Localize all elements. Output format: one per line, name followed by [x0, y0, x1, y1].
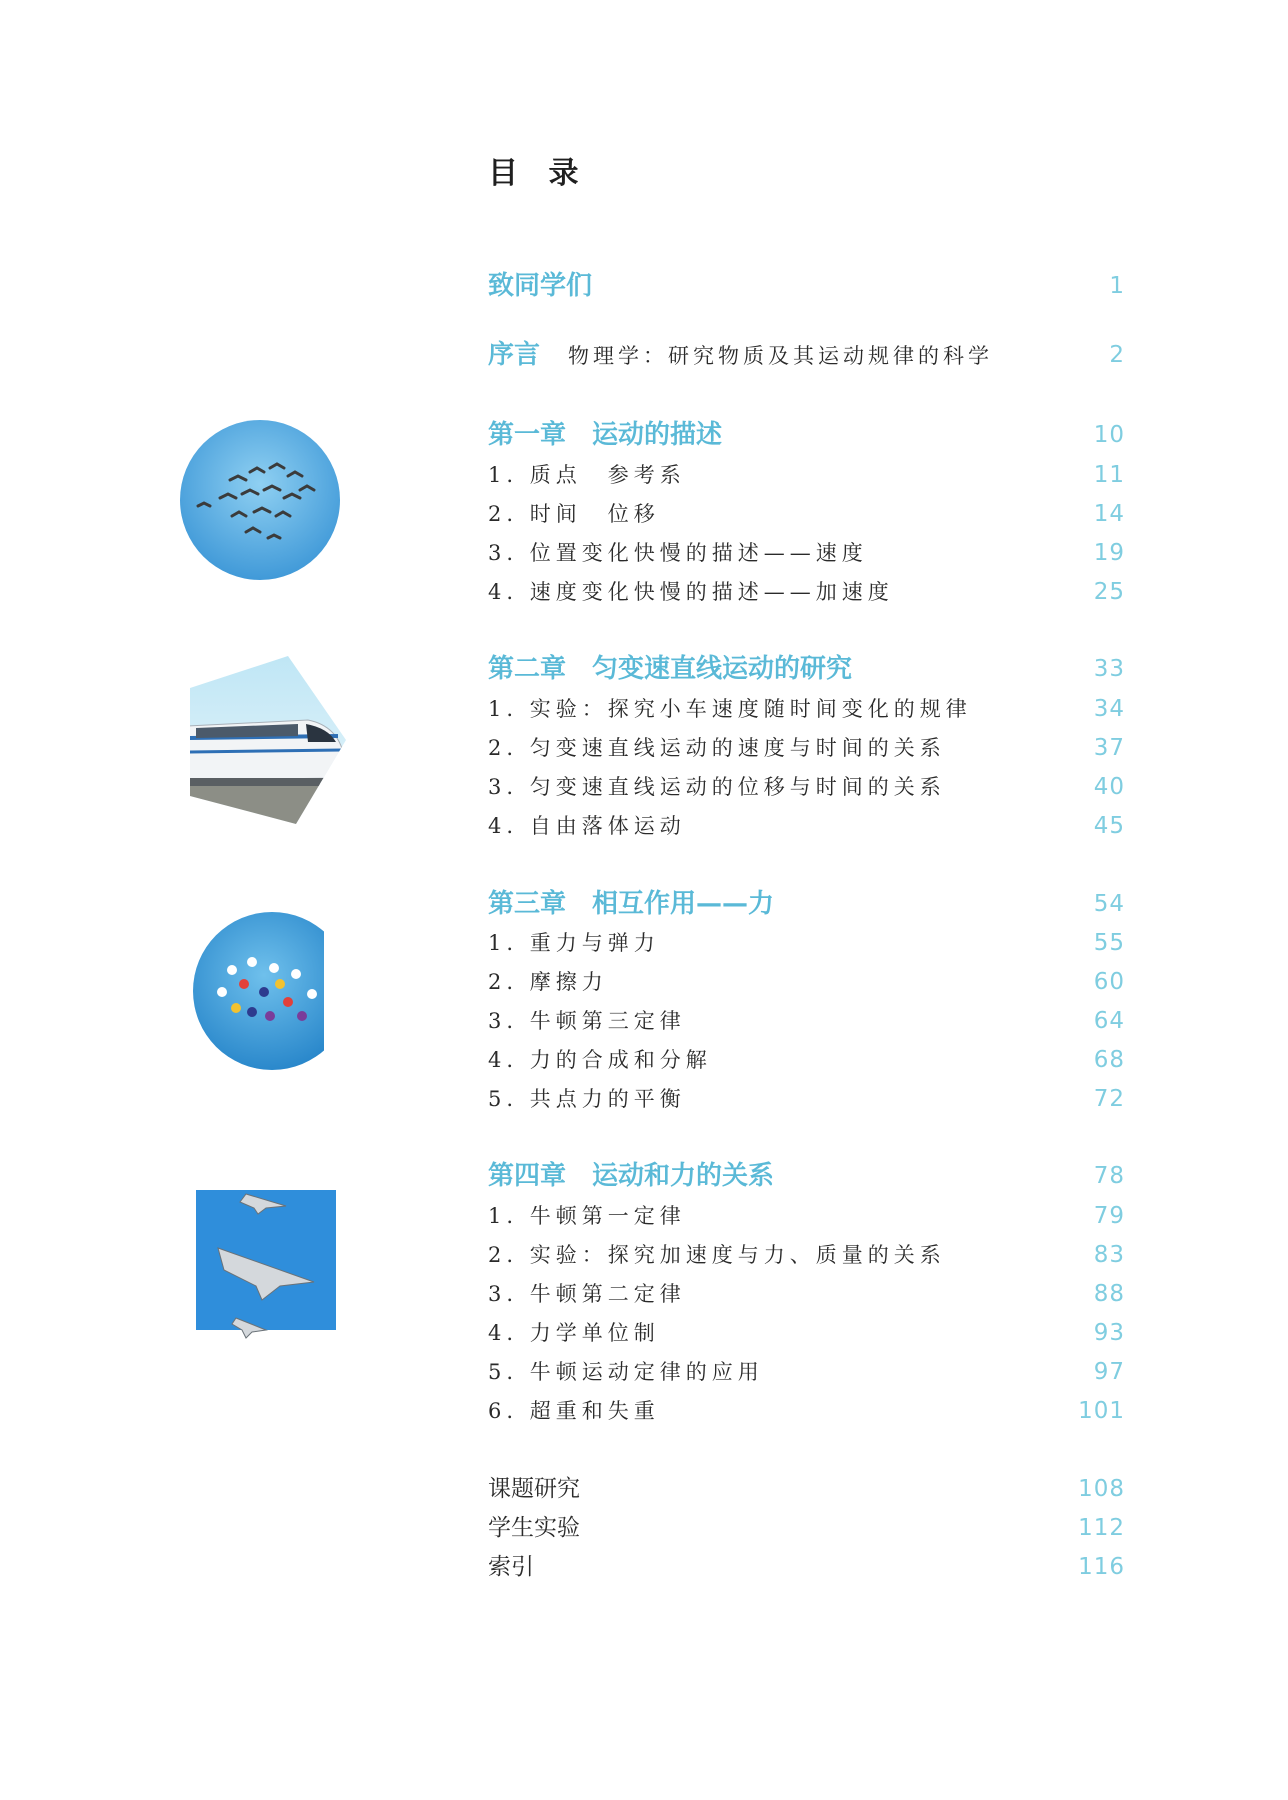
toc-item[interactable] [488, 1196, 1125, 1236]
chapter-title: 第一章 运动的描述 [488, 420, 723, 450]
toc-entry-experiments[interactable] [488, 1508, 1125, 1548]
page-number: 33 [1093, 656, 1125, 682]
toc-chapter-4[interactable] [488, 1156, 1125, 1196]
birds-flying-image [180, 420, 340, 580]
page-number: 19 [1093, 540, 1125, 566]
entry-label: 4. 力的合成和分解 [488, 1048, 712, 1072]
page-number: 54 [1093, 891, 1125, 917]
page-number: 37 [1093, 735, 1125, 761]
page-number: 72 [1093, 1086, 1125, 1112]
entry-label: 4. 自由落体运动 [488, 814, 686, 838]
fighter-jets-image [196, 1190, 338, 1340]
entry-label: 2. 摩擦力 [488, 970, 608, 994]
toc-entry-research[interactable] [488, 1469, 1125, 1509]
toc-item[interactable] [488, 455, 1125, 495]
toc-item[interactable] [488, 767, 1125, 807]
entry-label: 2. 时间 位移 [488, 502, 660, 526]
chapter-title: 第二章 匀变速直线运动的研究 [488, 654, 853, 684]
page-number: 14 [1093, 501, 1125, 527]
toc-item[interactable] [488, 1352, 1125, 1392]
entry-label: 2. 实验：探究加速度与力、质量的关系 [488, 1243, 946, 1267]
entry-label [488, 335, 993, 376]
entry-label: 5. 共点力的平衡 [488, 1087, 686, 1111]
chapter-title: 第四章 运动和力的关系 [488, 1161, 775, 1191]
toc-entry-index[interactable] [488, 1547, 1125, 1587]
page-number: 101 [1078, 1398, 1125, 1424]
page-number: 112 [1078, 1515, 1125, 1541]
page-number: 2 [1109, 342, 1125, 368]
page-number: 88 [1093, 1281, 1125, 1307]
toc-item[interactable] [488, 923, 1125, 963]
page-number: 11 [1093, 462, 1125, 488]
page-number: 55 [1093, 930, 1125, 956]
toc-item[interactable] [488, 1040, 1125, 1080]
toc-item[interactable] [488, 1391, 1125, 1431]
toc-item[interactable] [488, 1274, 1125, 1314]
page-number: 68 [1093, 1047, 1125, 1073]
toc-entry-foreword[interactable] [488, 266, 1125, 306]
page-number: 34 [1093, 696, 1125, 722]
page-number: 93 [1093, 1320, 1125, 1346]
entry-label: 3. 位置变化快慢的描述——速度 [488, 541, 868, 565]
page-number: 83 [1093, 1242, 1125, 1268]
entry-label: 1. 实验：探究小车速度随时间变化的规律 [488, 697, 972, 721]
page-number: 79 [1093, 1203, 1125, 1229]
page-title: 目 录 [488, 156, 589, 191]
toc-item[interactable] [488, 962, 1125, 1002]
toc-chapter-3[interactable] [488, 884, 1125, 924]
entry-label: 6. 超重和失重 [488, 1399, 660, 1423]
toc-item[interactable] [488, 494, 1125, 534]
page-number: 40 [1093, 774, 1125, 800]
chapter-title: 第三章 相互作用——力 [488, 889, 775, 919]
entry-label: 3. 匀变速直线运动的位移与时间的关系 [488, 775, 946, 799]
page-number: 1 [1109, 273, 1125, 299]
page-number: 10 [1093, 422, 1125, 448]
page-number: 64 [1093, 1008, 1125, 1034]
skydivers-image [192, 912, 330, 1070]
toc-item[interactable] [488, 533, 1125, 573]
page-number: 116 [1078, 1554, 1125, 1580]
toc-entry-preface[interactable] [488, 335, 1125, 375]
toc-chapter-1[interactable] [488, 415, 1125, 455]
maglev-train-image [188, 656, 350, 826]
entry-label: 3. 牛顿第三定律 [488, 1009, 686, 1033]
preface-subtitle: 物理学：研究物质及其运动规律的科学 [568, 344, 994, 368]
entry-label: 5. 牛顿运动定律的应用 [488, 1360, 764, 1384]
entry-label: 致同学们 [488, 271, 593, 301]
entry-label: 学生实验 [488, 1515, 580, 1541]
toc-item[interactable] [488, 572, 1125, 612]
page-number: 25 [1093, 579, 1125, 605]
toc-item[interactable] [488, 1079, 1125, 1119]
entry-label: 索引 [488, 1554, 534, 1580]
toc-chapter-2[interactable] [488, 649, 1125, 689]
toc-item[interactable] [488, 689, 1125, 729]
page-number: 45 [1093, 813, 1125, 839]
entry-label: 1. 重力与弹力 [488, 931, 660, 955]
entry-label: 2. 匀变速直线运动的速度与时间的关系 [488, 736, 946, 760]
preface-heading: 序言 [488, 340, 541, 370]
page-number: 78 [1093, 1163, 1125, 1189]
entry-label: 1. 质点 参考系 [488, 463, 686, 487]
page-number: 108 [1078, 1476, 1125, 1502]
page-number: 60 [1093, 969, 1125, 995]
toc-item[interactable] [488, 1313, 1125, 1353]
entry-label: 课题研究 [488, 1476, 580, 1502]
toc-item[interactable] [488, 806, 1125, 846]
toc-item[interactable] [488, 728, 1125, 768]
toc-item[interactable] [488, 1001, 1125, 1041]
entry-label: 4. 速度变化快慢的描述——加速度 [488, 580, 894, 604]
toc-item[interactable] [488, 1235, 1125, 1275]
page-number: 97 [1093, 1359, 1125, 1385]
entry-label: 3. 牛顿第二定律 [488, 1282, 686, 1306]
entry-label: 4. 力学单位制 [488, 1321, 660, 1345]
entry-label: 1. 牛顿第一定律 [488, 1204, 686, 1228]
